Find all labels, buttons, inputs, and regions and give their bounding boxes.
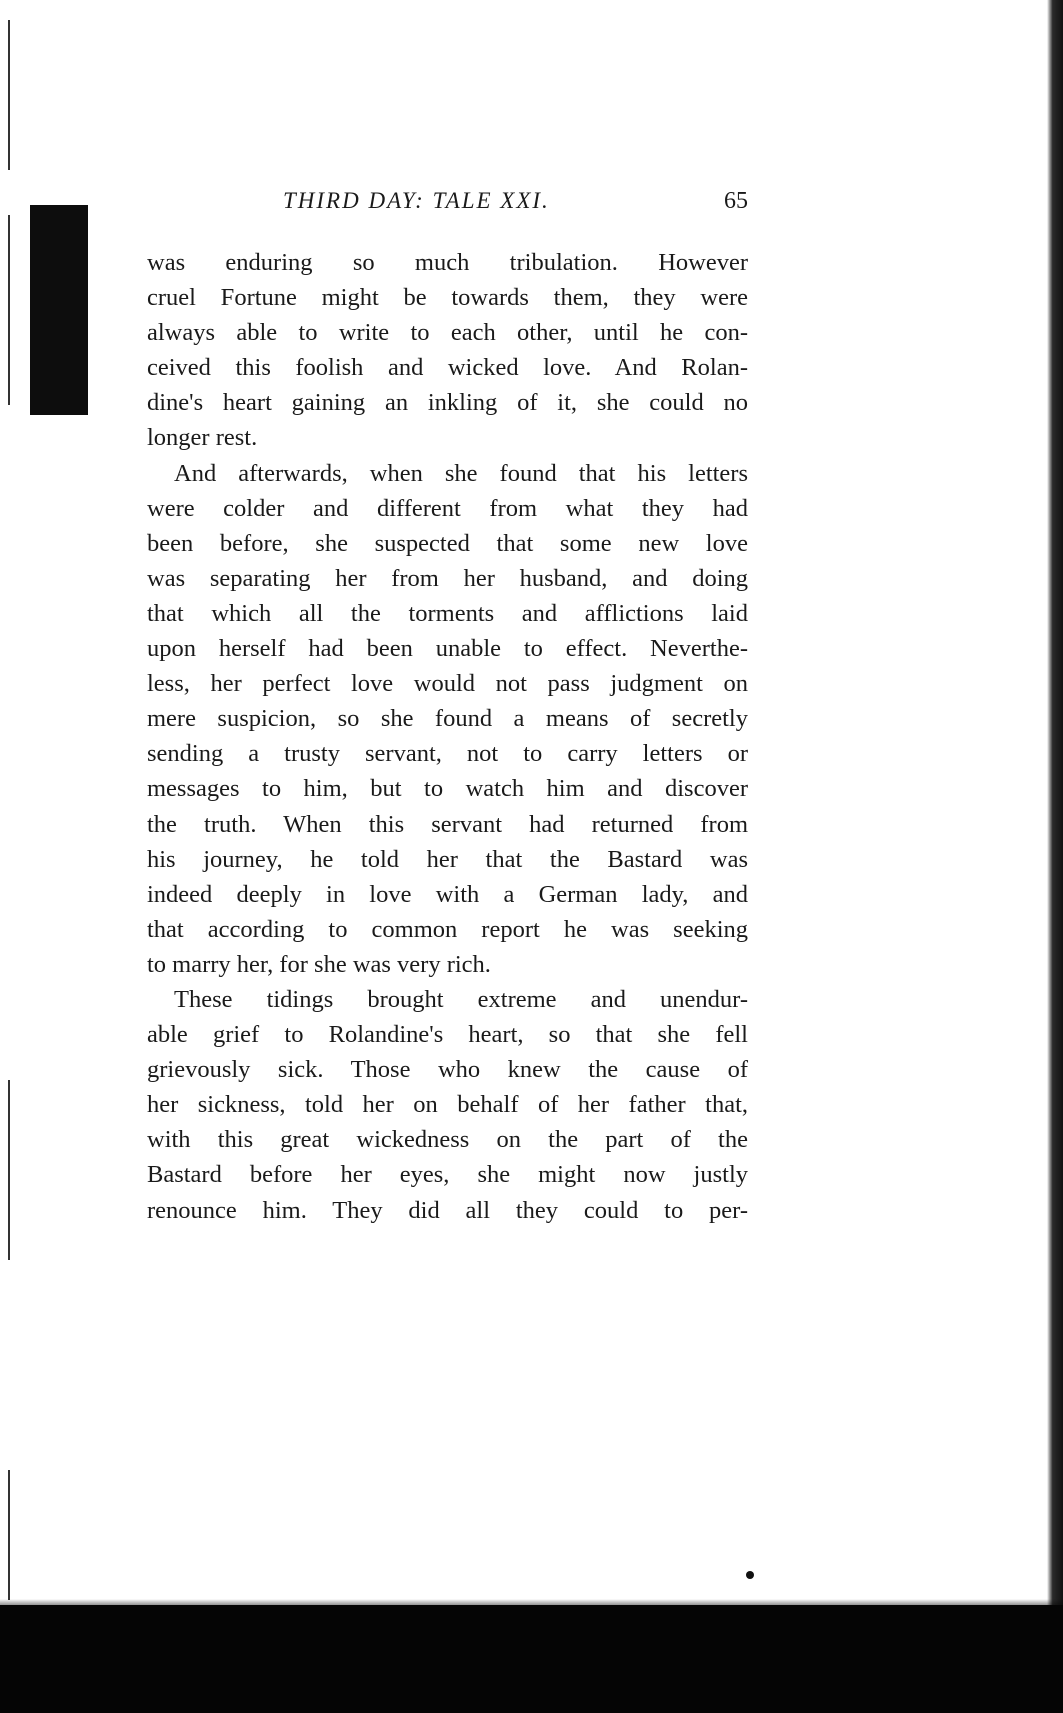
scan-artifact-right-edge (1047, 0, 1063, 1713)
text-line: Bastard before her eyes, she might now justly (147, 1161, 748, 1189)
scan-artifact-bottom-bar (0, 1605, 1063, 1713)
text-line: that which all the torments and afflictions laid (147, 599, 748, 627)
text-line: upon herself had been unable to effect. Neverthe- (147, 635, 748, 663)
text-line: mere suspicion, so she found a means of secretly (147, 705, 748, 733)
text-line: was separating her from her husband, and doing (147, 564, 748, 592)
text-line: able grief to Rolandine's heart, so that she fell (147, 1021, 748, 1049)
text-line: less, her perfect love would not pass judgment on (147, 670, 748, 698)
text-line: These tidings brought extreme and unendur- (174, 985, 748, 1013)
text-line: grievously sick. Those who knew the cause of (147, 1056, 748, 1084)
text-line: indeed deeply in love with a German lady, and (147, 880, 748, 908)
text-line: her sickness, told her on behalf of her father that, (147, 1091, 748, 1119)
page-body (147, 245, 748, 1228)
text-line: his journey, he told her that the Bastard was (147, 845, 748, 873)
page-number: 65 (724, 188, 748, 214)
scan-artifact-left-line (8, 1470, 10, 1600)
text-line: were colder and different from what they had (147, 494, 748, 522)
scan-artifact-left-bar (30, 205, 88, 415)
text-line: to marry her, for she was very rich. (147, 950, 491, 978)
scan-artifact-left-line (8, 20, 10, 170)
running-title: THIRD DAY: TALE XXI. (283, 188, 550, 213)
text-line: always able to write to each other, until he con- (147, 319, 748, 347)
text-line: with this great wickedness on the part of the (147, 1126, 748, 1154)
text-line: dine's heart gaining an inkling of it, she could no (147, 389, 748, 417)
text-line: the truth. When this servant had returned from (147, 810, 748, 838)
text-line: ceived this foolish and wicked love. And Rolan- (147, 354, 748, 382)
scan-artifact-dot (746, 1571, 754, 1579)
text-line: cruel Fortune might be towards them, they were (147, 284, 748, 312)
paragraph (147, 982, 748, 1228)
text-line: renounce him. They did all they could to per- (147, 1196, 748, 1224)
text-line: sending a trusty servant, not to carry letters or (147, 740, 748, 768)
scan-artifact-left-line (8, 1080, 10, 1260)
text-line: longer rest. (147, 424, 258, 452)
text-line: was enduring so much tribulation. However (147, 249, 748, 276)
text-line: that according to common report he was seeking (147, 915, 748, 943)
paragraph (147, 456, 748, 982)
running-header (148, 188, 748, 218)
paragraph (147, 245, 748, 456)
text-line: been before, she suspected that some new love (147, 529, 748, 557)
text-line: messages to him, but to watch him and discover (147, 775, 748, 803)
text-line: And afterwards, when she found that his letters (174, 459, 748, 487)
scan-artifact-left-line (8, 215, 10, 405)
